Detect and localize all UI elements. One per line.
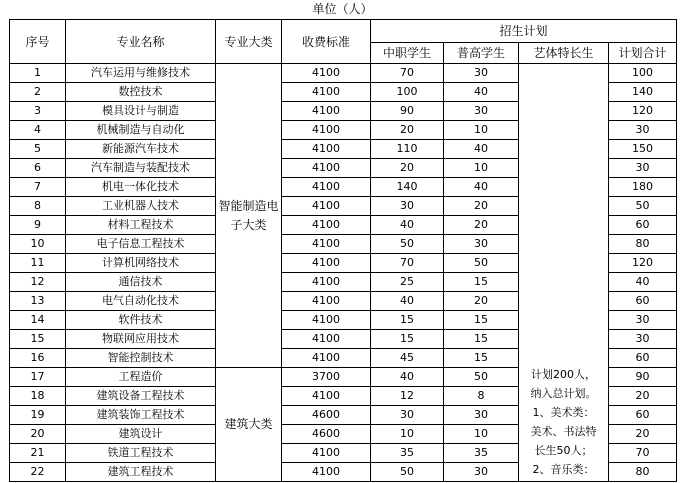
row-vocational: 15 — [371, 311, 444, 330]
header-row-1 — [10, 20, 677, 43]
row-major-name: 电子信息工程技术 — [66, 235, 216, 254]
row-total: 30 — [609, 121, 677, 140]
row-general-high: 30 — [444, 235, 519, 254]
header-category: 专业大类 — [216, 20, 282, 64]
row-major-name: 建筑设备工程技术 — [66, 387, 216, 406]
row-vocational: 25 — [371, 273, 444, 292]
row-general-high: 10 — [444, 121, 519, 140]
row-major-name: 机械制造与自动化 — [66, 121, 216, 140]
row-total: 60 — [609, 216, 677, 235]
row-major-name: 物联网应用技术 — [66, 330, 216, 349]
row-vocational: 30 — [371, 406, 444, 425]
row-major-name: 工程造价 — [66, 368, 216, 387]
row-vocational: 20 — [371, 121, 444, 140]
row-fee: 4100 — [282, 463, 371, 482]
row-fee: 4100 — [282, 121, 371, 140]
header-index: 序号 — [10, 20, 66, 64]
row-total: 120 — [609, 102, 677, 121]
row-fee: 4100 — [282, 140, 371, 159]
row-total: 20 — [609, 387, 677, 406]
row-fee: 4100 — [282, 330, 371, 349]
row-total: 40 — [609, 273, 677, 292]
row-total: 30 — [609, 311, 677, 330]
row-major-name: 建筑工程技术 — [66, 463, 216, 482]
row-vocational: 70 — [371, 64, 444, 83]
row-fee: 4100 — [282, 178, 371, 197]
row-major-name: 工业机器人技术 — [66, 197, 216, 216]
row-vocational: 50 — [371, 463, 444, 482]
row-index: 5 — [10, 140, 66, 159]
row-vocational: 10 — [371, 425, 444, 444]
row-vocational: 70 — [371, 254, 444, 273]
row-fee: 4100 — [282, 197, 371, 216]
row-index: 13 — [10, 292, 66, 311]
header-arts-sports: 艺体特长生 — [519, 43, 609, 64]
row-fee: 4100 — [282, 444, 371, 463]
row-vocational: 20 — [371, 159, 444, 178]
arts-note-line: 长生50人； — [534, 444, 593, 457]
row-index: 19 — [10, 406, 66, 425]
row-general-high: 15 — [444, 273, 519, 292]
row-major-name: 机电一体化技术 — [66, 178, 216, 197]
row-general-high: 15 — [444, 311, 519, 330]
row-general-high: 8 — [444, 387, 519, 406]
row-major-name: 材料工程技术 — [66, 216, 216, 235]
row-vocational: 50 — [371, 235, 444, 254]
row-index: 9 — [10, 216, 66, 235]
row-major-name: 软件技术 — [66, 311, 216, 330]
row-general-high: 35 — [444, 444, 519, 463]
row-vocational: 40 — [371, 216, 444, 235]
row-general-high: 20 — [444, 292, 519, 311]
row-fee: 4600 — [282, 425, 371, 444]
row-index: 10 — [10, 235, 66, 254]
row-major-name: 通信技术 — [66, 273, 216, 292]
row-index: 12 — [10, 273, 66, 292]
row-major-name: 汽车制造与装配技术 — [66, 159, 216, 178]
header-major-name: 专业名称 — [66, 20, 216, 64]
row-major-name: 汽车运用与维修技术 — [66, 64, 216, 83]
row-index: 20 — [10, 425, 66, 444]
row-major-name: 数控技术 — [66, 83, 216, 102]
row-vocational: 90 — [371, 102, 444, 121]
arts-note-line: 2、音乐类： — [532, 463, 595, 476]
row-general-high: 30 — [444, 64, 519, 83]
row-general-high: 10 — [444, 425, 519, 444]
arts-note-line: 计划200人， — [531, 368, 596, 381]
row-total: 60 — [609, 349, 677, 368]
row-major-name: 智能控制技术 — [66, 349, 216, 368]
enrollment-plan-table — [9, 19, 677, 482]
header-plan: 招生计划 — [371, 20, 677, 43]
row-fee: 4100 — [282, 159, 371, 178]
row-vocational: 100 — [371, 83, 444, 102]
row-general-high: 50 — [444, 368, 519, 387]
row-category: 建筑大类 — [216, 368, 282, 482]
row-fee: 4100 — [282, 311, 371, 330]
row-fee: 4100 — [282, 349, 371, 368]
row-vocational: 110 — [371, 140, 444, 159]
row-fee: 4600 — [282, 406, 371, 425]
row-fee: 4100 — [282, 254, 371, 273]
row-general-high: 40 — [444, 83, 519, 102]
row-index: 8 — [10, 197, 66, 216]
row-fee: 4100 — [282, 292, 371, 311]
row-vocational: 40 — [371, 292, 444, 311]
row-major-name: 新能源汽车技术 — [66, 140, 216, 159]
row-total: 100 — [609, 64, 677, 83]
row-total: 80 — [609, 463, 677, 482]
row-fee: 4100 — [282, 64, 371, 83]
row-general-high: 15 — [444, 330, 519, 349]
row-major-name: 建筑装饰工程技术 — [66, 406, 216, 425]
row-fee: 4100 — [282, 102, 371, 121]
row-fee: 3700 — [282, 368, 371, 387]
row-index: 6 — [10, 159, 66, 178]
row-total: 60 — [609, 406, 677, 425]
row-index: 17 — [10, 368, 66, 387]
row-total: 140 — [609, 83, 677, 102]
arts-note-line: 美术、书法特 — [530, 425, 597, 438]
row-general-high: 10 — [444, 159, 519, 178]
row-index: 14 — [10, 311, 66, 330]
table-body — [10, 64, 677, 482]
row-total: 60 — [609, 292, 677, 311]
row-index: 4 — [10, 121, 66, 140]
row-index: 11 — [10, 254, 66, 273]
row-total: 180 — [609, 178, 677, 197]
row-major-name: 模具设计与制造 — [66, 102, 216, 121]
row-vocational: 30 — [371, 197, 444, 216]
unit-label: 单位（人） — [312, 2, 373, 16]
row-general-high: 30 — [444, 102, 519, 121]
row-fee: 4100 — [282, 273, 371, 292]
row-major-name: 电气自动化技术 — [66, 292, 216, 311]
row-general-high: 15 — [444, 349, 519, 368]
header-general-high: 普高学生 — [444, 43, 519, 64]
arts-note-line: 纳入总计划。 — [530, 387, 597, 400]
row-index: 3 — [10, 102, 66, 121]
row-general-high: 20 — [444, 197, 519, 216]
row-total: 80 — [609, 235, 677, 254]
row-total: 90 — [609, 368, 677, 387]
row-total: 20 — [609, 425, 677, 444]
row-fee: 4100 — [282, 83, 371, 102]
row-fee: 4100 — [282, 216, 371, 235]
row-vocational: 40 — [371, 368, 444, 387]
row-vocational: 140 — [371, 178, 444, 197]
row-total: 30 — [609, 159, 677, 178]
row-vocational: 35 — [371, 444, 444, 463]
row-major-name: 计算机网络技术 — [66, 254, 216, 273]
row-category: 智能制造电子大类 — [216, 64, 282, 368]
row-major-name: 建筑设计 — [66, 425, 216, 444]
row-total: 70 — [609, 444, 677, 463]
row-index: 1 — [10, 64, 66, 83]
row-index: 7 — [10, 178, 66, 197]
row-total: 120 — [609, 254, 677, 273]
arts-sports-note — [519, 64, 609, 482]
row-index: 21 — [10, 444, 66, 463]
header-fee: 收费标准 — [282, 20, 371, 64]
row-general-high: 40 — [444, 140, 519, 159]
row-index: 16 — [10, 349, 66, 368]
row-general-high: 30 — [444, 406, 519, 425]
row-fee: 4100 — [282, 387, 371, 406]
header-total: 计划合计 — [609, 43, 677, 64]
row-index: 15 — [10, 330, 66, 349]
row-total: 150 — [609, 140, 677, 159]
row-general-high: 40 — [444, 178, 519, 197]
row-vocational: 15 — [371, 330, 444, 349]
row-index: 22 — [10, 463, 66, 482]
row-major-name: 铁道工程技术 — [66, 444, 216, 463]
row-fee: 4100 — [282, 235, 371, 254]
row-general-high: 20 — [444, 216, 519, 235]
row-general-high: 50 — [444, 254, 519, 273]
row-total: 50 — [609, 197, 677, 216]
row-vocational: 45 — [371, 349, 444, 368]
arts-note-line: 1、美术类： — [532, 406, 595, 419]
table-row — [10, 64, 677, 83]
row-general-high: 30 — [444, 463, 519, 482]
row-index: 2 — [10, 83, 66, 102]
header-vocational: 中职学生 — [371, 43, 444, 64]
row-index: 18 — [10, 387, 66, 406]
row-total: 30 — [609, 330, 677, 349]
row-vocational: 12 — [371, 387, 444, 406]
